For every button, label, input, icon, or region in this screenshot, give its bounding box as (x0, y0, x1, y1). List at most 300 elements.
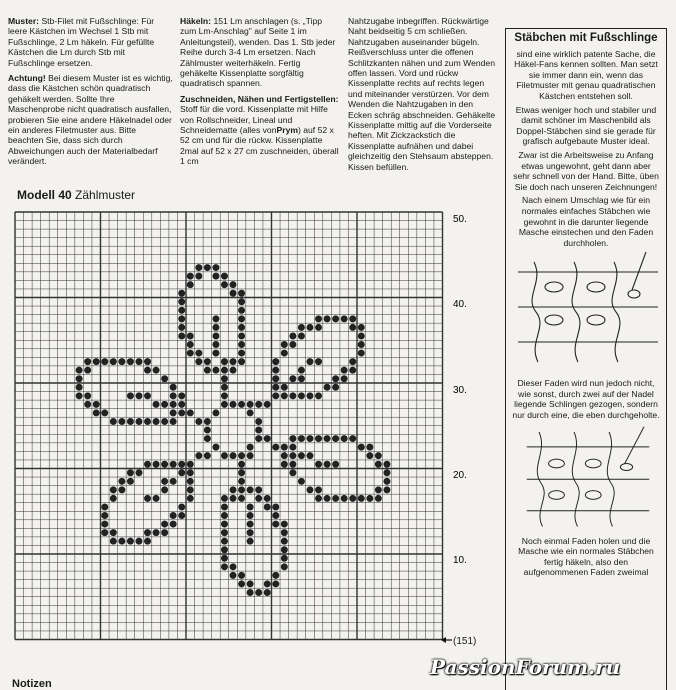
filled-cell (144, 358, 151, 365)
filled-cell (358, 324, 365, 331)
filled-cell (212, 324, 219, 331)
filled-cell (264, 503, 271, 510)
filled-cell (375, 486, 382, 493)
filled-cell (187, 409, 194, 416)
filled-cell (272, 367, 279, 374)
filled-cell (178, 461, 185, 468)
filled-cell (247, 486, 254, 493)
filled-cell (221, 392, 228, 399)
filled-cell (110, 529, 117, 536)
filled-cell (324, 461, 331, 468)
filled-cell (247, 580, 254, 587)
filled-cell (230, 401, 237, 408)
filled-cell (238, 452, 245, 459)
filled-cell (170, 418, 177, 425)
filled-cell (161, 401, 168, 408)
filled-cell (349, 495, 356, 502)
filled-cell (281, 555, 288, 562)
filled-cell (238, 350, 245, 357)
filled-cell (135, 418, 142, 425)
filled-cell (204, 418, 211, 425)
sidebar-paragraph-3: Zwar ist die Arbeitsweise zu Anfang etwas ungewohnt, geht dann aber sehr schnell von der Hand. Bitte, üben Sie doch nach unseren Zeichnungen! (513, 149, 659, 192)
filled-cell (281, 452, 288, 459)
filled-cell (221, 521, 228, 528)
sidebar-paragraph-1: sind eine wirklich patente Sache, die Häkel-Fans kennen sollten. Man setzt sie immer dann ein, wenn das Filetmuster mit genau quadratischen Kästchen entstehen soll. (514, 48, 658, 101)
filled-cell (212, 409, 219, 416)
filled-cell (144, 538, 151, 545)
filled-cell (144, 461, 151, 468)
filled-cell (247, 452, 254, 459)
filled-cell (366, 452, 373, 459)
filled-cell (135, 358, 142, 365)
filled-cell (358, 350, 365, 357)
instructions-column-3 (348, 16, 498, 177)
filled-cell (264, 435, 271, 442)
filled-cell (272, 521, 279, 528)
filled-cell (221, 273, 228, 280)
filled-cell (76, 375, 83, 382)
filled-cell (204, 452, 211, 459)
filled-cell (255, 589, 262, 596)
filled-cell (289, 435, 296, 442)
filled-cell (281, 546, 288, 553)
filled-cell (289, 341, 296, 348)
filled-cell (298, 375, 305, 382)
filled-cell (349, 315, 356, 322)
filled-cell (221, 384, 228, 391)
filled-cell (170, 401, 177, 408)
filled-cell (230, 281, 237, 288)
filled-cell (281, 563, 288, 570)
filled-cell (315, 392, 322, 399)
filled-cell (358, 495, 365, 502)
filled-cell (161, 486, 168, 493)
filled-cell (306, 452, 313, 459)
filled-cell (332, 384, 339, 391)
filled-cell (306, 324, 313, 331)
filled-cell (101, 503, 108, 510)
filled-cell (289, 461, 296, 468)
sidebar-paragraph-4: Nach einem Umschlag wie für ein normales einfaches Stäbchen wie gewohnt in die darunter liegende Masche einstechen und den Faden durchholen. (518, 195, 654, 248)
filled-cell (272, 572, 279, 579)
filled-cell (281, 392, 288, 399)
filled-cell (238, 461, 245, 468)
filled-cell (204, 435, 211, 442)
filled-cell (349, 435, 356, 442)
filled-cell (315, 461, 322, 468)
filled-cell (221, 358, 228, 365)
filled-cell (153, 495, 160, 502)
filled-cell (195, 273, 202, 280)
filled-cell (195, 452, 202, 459)
filled-cell (272, 384, 279, 391)
filled-cell (238, 469, 245, 476)
filled-cell (221, 555, 228, 562)
sidebar-paragraph-5: Dieser Faden wird nun jedoch nicht, wie sonst, durch zwei auf der Nadel liegende Schlingen gezogen, sondern nur durch eine, die eben durchgeholte. (512, 378, 660, 421)
filled-cell (221, 563, 228, 570)
filled-cell (383, 469, 390, 476)
filled-cell (289, 469, 296, 476)
filled-cell (255, 427, 262, 434)
tip-sidebar (505, 28, 667, 690)
filled-cell (281, 521, 288, 528)
filled-cell (161, 418, 168, 425)
filled-cell (118, 418, 125, 425)
filled-cell (153, 401, 160, 408)
achtung-label: Achtung! (8, 73, 46, 84)
filled-cell (349, 358, 356, 365)
filled-cell (153, 367, 160, 374)
filled-cell (358, 341, 365, 348)
filled-cell (144, 367, 151, 374)
filled-cell (255, 495, 262, 502)
instructions-column-1 (8, 16, 173, 172)
filled-cell (255, 401, 262, 408)
filled-cell (161, 375, 168, 382)
filled-cell (118, 486, 125, 493)
filled-cell (298, 324, 305, 331)
filled-cell (170, 409, 177, 416)
filled-cell (144, 418, 151, 425)
filled-cell (332, 375, 339, 382)
filled-cell (110, 358, 117, 365)
filled-cell (272, 580, 279, 587)
filled-cell (135, 538, 142, 545)
filled-cell (161, 529, 168, 536)
stitch-count-label: (151) (453, 636, 477, 647)
filled-cell (212, 367, 219, 374)
filled-cell (289, 375, 296, 382)
filled-cell (315, 324, 322, 331)
chart-grid (15, 212, 443, 640)
filled-cell (187, 273, 194, 280)
filled-cell (332, 461, 339, 468)
filled-cell (178, 401, 185, 408)
row-label-50: 50. (453, 214, 467, 225)
filled-cell (144, 529, 151, 536)
filled-cell (195, 358, 202, 365)
filet-chart (0, 200, 470, 650)
filled-cell (161, 521, 168, 528)
filled-cell (247, 589, 254, 596)
filled-cell (221, 503, 228, 510)
filled-cell (178, 392, 185, 399)
filled-cell (84, 392, 91, 399)
filled-cell (375, 461, 382, 468)
filled-cell (341, 367, 348, 374)
filled-cell (127, 469, 134, 476)
filled-cell (230, 367, 237, 374)
filled-cell (298, 332, 305, 339)
filled-cell (204, 427, 211, 434)
filled-cell (298, 452, 305, 459)
filled-cell (101, 512, 108, 519)
filled-cell (221, 367, 228, 374)
filled-cell (93, 409, 100, 416)
filled-cell (315, 315, 322, 322)
filled-cell (178, 512, 185, 519)
filled-cell (161, 478, 168, 485)
filled-cell (204, 358, 211, 365)
filled-cell (332, 495, 339, 502)
filled-cell (281, 538, 288, 545)
filled-cell (272, 358, 279, 365)
filled-cell (110, 486, 117, 493)
filled-cell (315, 358, 322, 365)
filled-cell (204, 367, 211, 374)
filled-cell (170, 461, 177, 468)
filled-cell (118, 538, 125, 545)
row-label-40: 40. (453, 299, 467, 310)
filled-cell (349, 324, 356, 331)
filled-cell (221, 529, 228, 536)
filled-cell (221, 281, 228, 288)
filled-cell (341, 495, 348, 502)
filled-cell (264, 401, 271, 408)
filled-cell (110, 538, 117, 545)
filled-cell (298, 367, 305, 374)
filled-cell (272, 512, 279, 519)
filled-cell (135, 392, 142, 399)
filled-cell (127, 418, 134, 425)
crochet-illustration-2 (514, 425, 662, 530)
filled-cell (247, 538, 254, 545)
filled-cell (84, 358, 91, 365)
watermark-logo: PassionForum.ru (430, 655, 621, 679)
filled-cell (221, 401, 228, 408)
filled-cell (212, 273, 219, 280)
filled-cell (383, 461, 390, 468)
filled-cell (178, 307, 185, 314)
filled-cell (281, 444, 288, 451)
muster-label: Muster: (8, 16, 40, 26)
filled-cell (289, 452, 296, 459)
filled-cell (187, 281, 194, 288)
filled-cell (178, 469, 185, 476)
filled-cell (178, 332, 185, 339)
filled-cell (84, 367, 91, 374)
filled-cell (212, 341, 219, 348)
filled-cell (298, 478, 305, 485)
filled-cell (170, 384, 177, 391)
filled-cell (255, 435, 262, 442)
filled-cell (187, 332, 194, 339)
filled-cell (281, 384, 288, 391)
achtung-text: Bei diesem Muster ist es wichtig, dass die Kästchen schön quadratisch gehäkelt werden. Sollte Ihre Maschenprobe nicht quadratisch ausfallen, probieren Sie eine andere Häkelnadel oder ein anderes Filetmuster aus. Bitte beachten Sie, dass sich durch Abweichungen auch der Materialbedarf verändert. (8, 73, 173, 167)
filled-cell (247, 444, 254, 451)
filled-cell (110, 418, 117, 425)
filled-cell (289, 444, 296, 451)
zuschneiden-label: Zuschneiden, Nähen und Fertigstellen: (180, 93, 339, 104)
model-number: Modell 40 (17, 188, 72, 202)
filled-cell (341, 435, 348, 442)
filled-cell (281, 529, 288, 536)
filled-cell (221, 538, 228, 545)
filled-cell (230, 495, 237, 502)
row-label-20: 20. (453, 470, 467, 481)
filled-cell (221, 546, 228, 553)
filled-cell (221, 512, 228, 519)
filled-cell (332, 315, 339, 322)
filled-cell (238, 358, 245, 365)
filled-cell (247, 409, 254, 416)
filled-cell (187, 495, 194, 502)
filled-cell (230, 452, 237, 459)
filled-cell (298, 392, 305, 399)
filled-cell (324, 495, 331, 502)
haekeln-label: Häkeln: (180, 16, 212, 26)
filled-cell (272, 444, 279, 451)
filled-cell (324, 435, 331, 442)
filled-cell (135, 469, 142, 476)
filled-cell (315, 435, 322, 442)
filled-cell (178, 503, 185, 510)
start-arrow-head (441, 637, 446, 643)
filled-cell (306, 486, 313, 493)
filled-cell (178, 298, 185, 305)
filled-cell (212, 350, 219, 357)
filled-cell (187, 350, 194, 357)
filled-cell (324, 315, 331, 322)
filled-cell (281, 341, 288, 348)
filled-cell (238, 401, 245, 408)
instructions-column-2 (180, 16, 340, 172)
filled-cell (178, 315, 185, 322)
zuschneiden-text: Stoff für die vord. Kissenplatte mit Hilfe von Rollschneider, Lineal und Schneidematte (alles von (180, 104, 328, 136)
naehen-text: Nahtzugabe inbegriffen. Rückwärtige Naht beidseitig 5 cm schließen. Nahtzugaben auseinander bügeln. Reißverschluss unter die offenen Schlitzkanten nähen und zum Wenden offen lassen. Vord und rückw Kissenplatte rechts auf rechts legen und miteinander verstürzen. Vor dem Wenden die Nahtzugaben in den Ecken schräg abschneiden. Gehäkelte Kissenplatte mittig auf die Vorderseite heften. Mit Zickzackstich die Kissenplatte aufnähen und dabei gleichzeitig den Stehsaum absteppen. Kissen befüllen. (348, 16, 496, 172)
filled-cell (238, 495, 245, 502)
filled-cell (170, 478, 177, 485)
filled-cell (230, 572, 237, 579)
filled-cell (247, 529, 254, 536)
filled-cell (306, 358, 313, 365)
filled-cell (375, 452, 382, 459)
filled-cell (153, 529, 160, 536)
filled-cell (93, 358, 100, 365)
filled-cell (204, 264, 211, 271)
filled-cell (153, 418, 160, 425)
filled-cell (230, 563, 237, 570)
filled-cell (306, 392, 313, 399)
filled-cell (178, 409, 185, 416)
filled-cell (281, 461, 288, 468)
filled-cell (144, 495, 151, 502)
sidebar-paragraph-2: Etwas weniger hoch und stabiler und damit schöner im Maschenbild als Doppel-Stäbchen sind sie gerade für grafisch aufgebaute Muster ideal. (515, 104, 657, 147)
filled-cell (101, 409, 108, 416)
filled-cell (298, 435, 305, 442)
filled-cell (118, 358, 125, 365)
model-subtitle: Zählmuster (75, 188, 136, 202)
filled-cell (341, 375, 348, 382)
row-label-30: 30. (453, 385, 467, 396)
filled-cell (315, 495, 322, 502)
filled-cell (127, 358, 134, 365)
filled-cell (101, 521, 108, 528)
sidebar-paragraph-6: Noch einmal Faden holen und die Masche wie ein normales Stäbchen fertig häkeln, also den aufgenommenen Faden zweimal (518, 535, 654, 578)
filled-cell (212, 444, 219, 451)
filled-cell (264, 580, 271, 587)
filled-cell (383, 486, 390, 493)
filled-cell (247, 503, 254, 510)
crochet-illustration-1 (514, 252, 662, 372)
filled-cell (255, 486, 262, 493)
filled-cell (101, 358, 108, 365)
filled-cell (76, 367, 83, 374)
filled-cell (247, 401, 254, 408)
filled-cell (178, 290, 185, 297)
filled-cell (247, 512, 254, 519)
muster-text: Stb-Filet mit Fußschlinge: Für leere Kästchen im Wechsel 1 Stb mit Fußschlinge, 2 Lm häkeln. Für gefüllte Kästchen die Lm durch Stb mit Fußschlinge ersetzen. (8, 16, 155, 68)
filled-cell (153, 461, 160, 468)
sidebar-title: Stäbchen mit Fußschlinge (514, 32, 658, 44)
filled-cell (230, 290, 237, 297)
filled-cell (238, 580, 245, 587)
filled-cell (195, 418, 202, 425)
filled-cell (238, 307, 245, 314)
filled-cell (76, 384, 83, 391)
filled-cell (272, 375, 279, 382)
notes-heading: Notizen (12, 678, 52, 690)
filled-cell (195, 350, 202, 357)
filled-cell (289, 392, 296, 399)
filled-cell (264, 495, 271, 502)
filled-cell (170, 512, 177, 519)
filled-cell (383, 478, 390, 485)
filled-cell (238, 341, 245, 348)
filled-cell (221, 375, 228, 382)
filled-cell (127, 478, 134, 485)
filled-cell (221, 495, 228, 502)
brand-name: Prym (276, 125, 298, 136)
filled-cell (238, 486, 245, 493)
filled-cell (238, 332, 245, 339)
filled-cell (238, 290, 245, 297)
filled-cell (324, 384, 331, 391)
filled-cell (144, 392, 151, 399)
filled-cell (161, 461, 168, 468)
filled-cell (238, 478, 245, 485)
filled-cell (358, 332, 365, 339)
filled-cell (187, 341, 194, 348)
filled-cell (187, 478, 194, 485)
filled-cell (255, 418, 262, 425)
filled-cell (93, 401, 100, 408)
filled-cell (238, 572, 245, 579)
filled-cell (281, 350, 288, 357)
filled-cell (306, 435, 313, 442)
filled-cell (187, 486, 194, 493)
filled-cell (315, 486, 322, 493)
chart-dots (76, 264, 391, 596)
filled-cell (238, 298, 245, 305)
filled-cell (375, 495, 382, 502)
filled-cell (247, 521, 254, 528)
filled-cell (178, 324, 185, 331)
filled-cell (230, 486, 237, 493)
zuschneiden-text-rest: ) auf 52 x 52 cm und für die rückw. Kissenplatte 2mal auf 52 x 27 cm zuschneiden, überall 1 cm (180, 125, 339, 167)
filled-cell (127, 538, 134, 545)
filled-cell (212, 264, 219, 271)
filled-cell (341, 315, 348, 322)
filled-cell (212, 315, 219, 322)
filled-cell (238, 324, 245, 331)
filled-cell (195, 264, 202, 271)
filled-cell (84, 401, 91, 408)
filled-cell (110, 495, 117, 502)
filled-cell (230, 358, 237, 365)
filled-cell (289, 332, 296, 339)
filled-cell (212, 332, 219, 339)
